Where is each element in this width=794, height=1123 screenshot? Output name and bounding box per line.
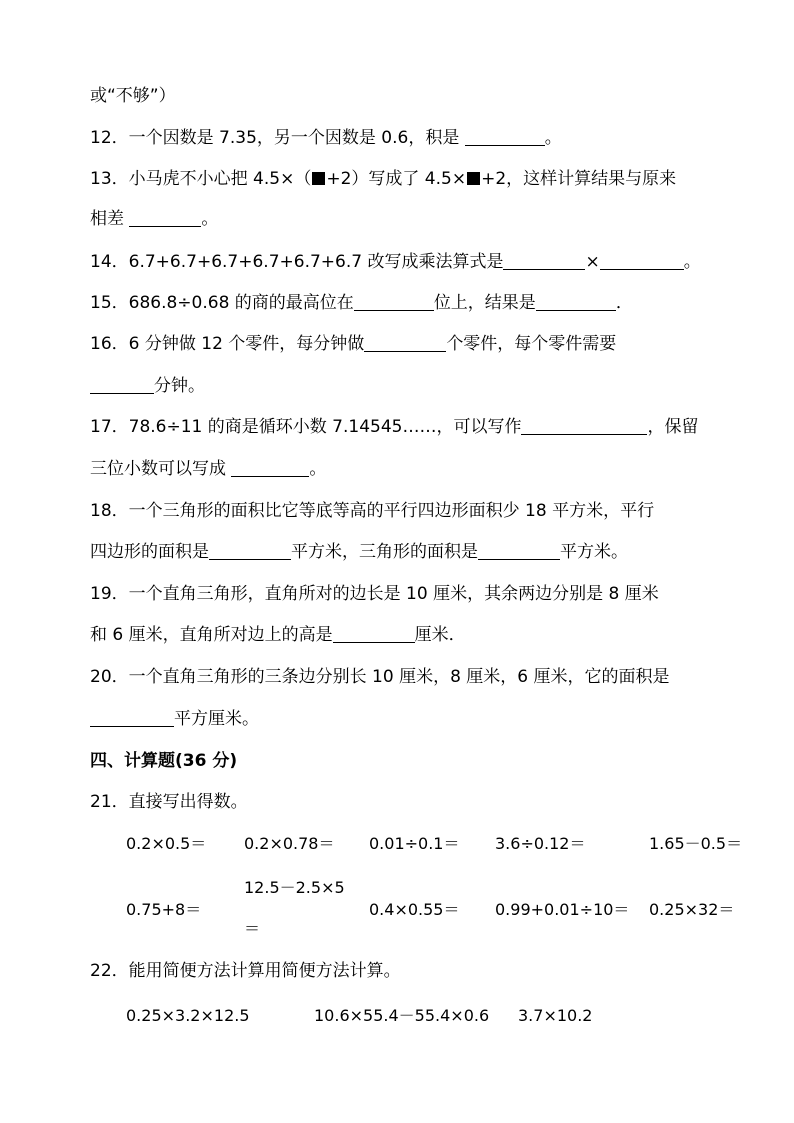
question-11-continuation: 或“不够”） [90,86,176,106]
calc-item: 0.4×0.55＝ [369,900,460,919]
calc-item: 0.2×0.5＝ [126,834,207,853]
calc-item: 0.25×32＝ [649,900,735,919]
question-16-line2: 分钟。 [90,374,205,398]
calc-item: 0.25×3.2×12.5 [126,1006,250,1025]
answer-blank[interactable] [231,458,309,477]
question-17: 17．78.6÷11 的商是循环小数 7.14545……，可以写作 ，保留 [90,417,699,437]
answer-blank[interactable] [503,251,585,270]
calc-item: 0.75+8＝ [126,900,202,919]
black-square-icon [467,172,480,185]
answer-blank[interactable] [478,541,560,560]
answer-blank[interactable] [354,292,434,311]
section-heading: 四、计算题(36 分) [90,751,238,771]
answer-blank[interactable] [90,375,154,394]
question-13: 13．小马虎不小心把 4.5×（ +2）写成了 4.5× +2，这样计算结果与原来 [90,169,677,189]
answer-blank[interactable] [600,251,684,270]
answer-blank[interactable] [465,127,545,146]
question-21: 21．直接写出得数。 [90,792,248,812]
answer-blank[interactable] [364,333,446,352]
calc-item: 1.65－0.5＝ [649,834,743,853]
black-square-icon [312,172,325,185]
question-12: 12．一个因数是 7.35，另一个因数是 0.6，积是 。 [90,128,562,148]
question-18: 18．一个三角形的面积比它等底等高的平行四边形面积少 18 平方米，平行 [90,501,655,521]
answer-blank[interactable] [521,416,647,435]
calc-item: 0.2×0.78＝ [244,834,335,853]
question-16: 16．6 分钟做 12 个零件，每分钟做 个零件，每个零件需要 [90,334,617,354]
calc-item-equals: ＝ [244,919,261,938]
question-20: 20．一个直角三角形的三条边分别长 10 厘米，8 厘米，6 厘米，它的面积是 [90,667,670,687]
question-14: 14．6.7+6.7+6.7+6.7+6.7+6.7 改写成乘法算式是 × 。 [90,252,701,272]
answer-blank[interactable] [536,292,616,311]
calc-item: 0.01÷0.1＝ [369,834,460,853]
question-20-line2: 平方厘米。 [90,707,259,731]
question-18-line2: 四边形的面积是 平方米，三角形的面积是 平方米。 [90,542,628,562]
answer-blank[interactable] [90,708,174,727]
question-19-line2: 和 6 厘米，直角所对边上的高是 厘米． [90,625,466,645]
calc-item: 0.99+0.01÷10＝ [495,900,630,919]
question-17-line2: 三位小数可以写成 。 [90,459,327,479]
calc-item: 3.6÷0.12＝ [495,834,586,853]
calc-item: 3.7×10.2 [518,1006,593,1025]
calc-item: 10.6×55.4－55.4×0.6 [314,1006,490,1025]
question-22: 22．能用简便方法计算用简便方法计算。 [90,961,401,981]
answer-blank[interactable] [209,541,291,560]
question-15: 15．686.8÷0.68 的商的最高位在 位上，结果是 ． [90,293,633,313]
answer-blank[interactable] [333,624,415,643]
answer-blank[interactable] [129,208,201,227]
calc-item: 12.5－2.5×5 [244,878,345,897]
question-13-line2: 相差 。 [90,209,219,229]
question-19: 19．一个直角三角形，直角所对的边长是 10 厘米，其余两边分别是 8 厘米 [90,584,659,604]
